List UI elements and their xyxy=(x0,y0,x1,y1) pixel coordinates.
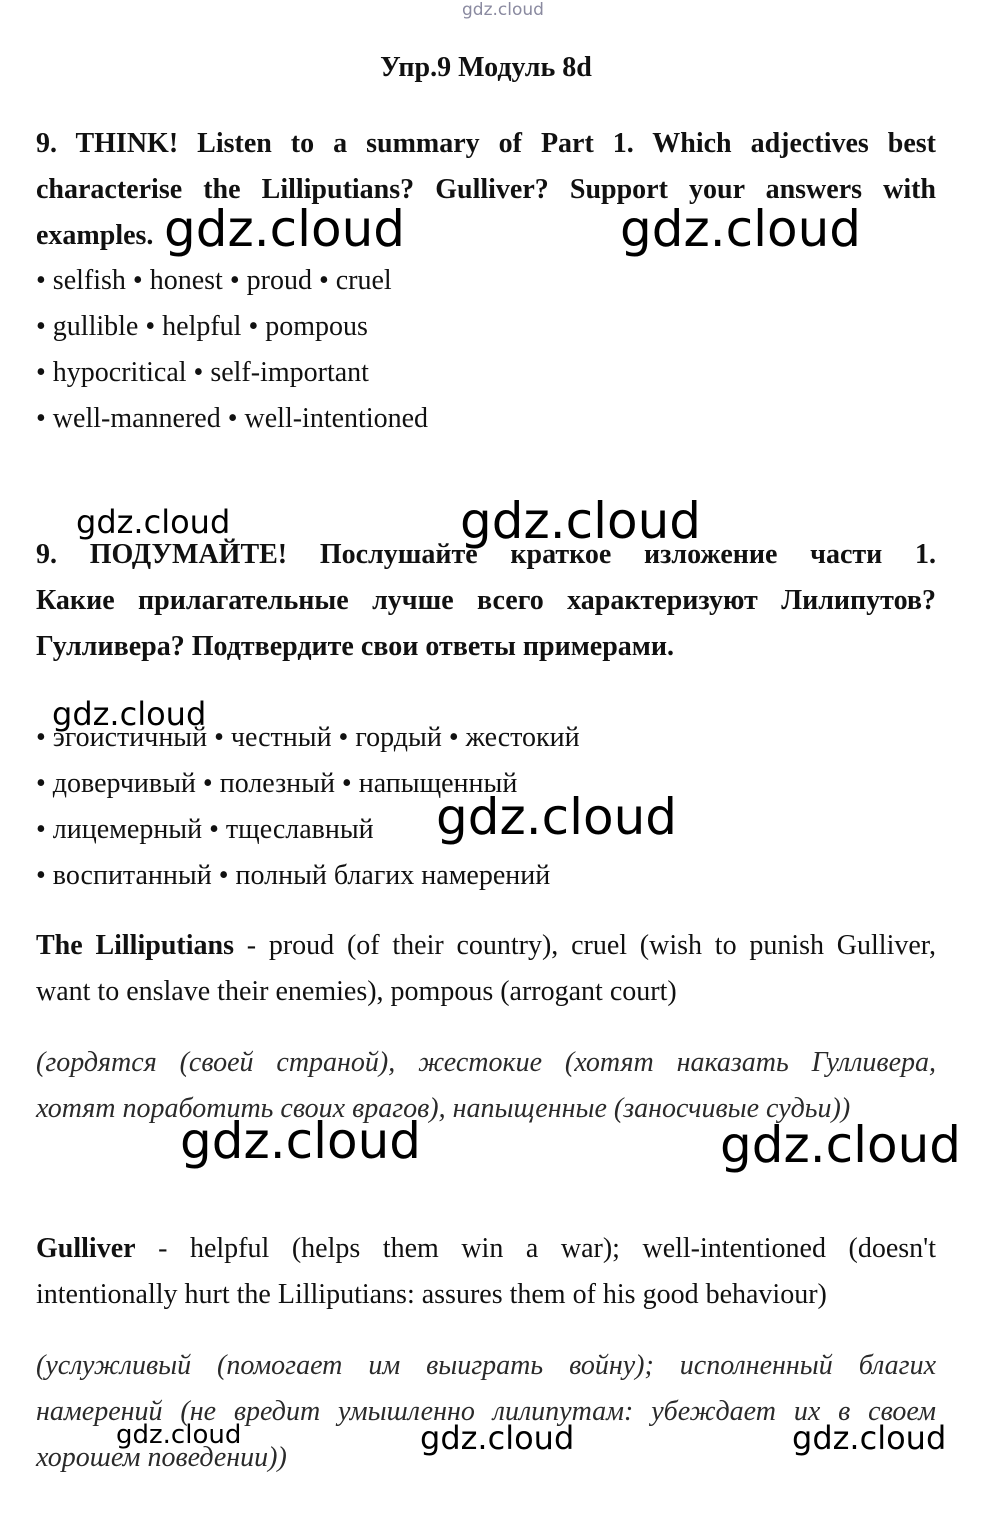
watermark: gdz.cloud xyxy=(52,695,207,733)
answer1-ru-line-2: хотят поработить своих врагов), напыщенные (заносчивые судьи)) xyxy=(36,1093,851,1124)
answer2-label: Gulliver xyxy=(36,1233,136,1264)
watermark: gdz.cloud xyxy=(460,492,702,550)
watermark-top: gdz.cloud xyxy=(462,0,544,20)
watermark: gdz.cloud xyxy=(116,1420,242,1450)
task-en-line-2: characterise the Lilliputians? Gulliver? Support your answers with xyxy=(36,174,936,205)
watermark: gdz.cloud xyxy=(792,1419,947,1457)
adjective-en-row: • hypocritical • self-important xyxy=(36,357,369,388)
answer2-text: - helpful (helps them win a war); well-intentioned (doesn't xyxy=(135,1233,936,1264)
answer2-line-1 xyxy=(36,1226,936,1272)
watermark: gdz.cloud xyxy=(180,1112,422,1170)
answer-gulliver xyxy=(36,1226,936,1318)
answer2-ru-line-3: хорошем поведении)) xyxy=(36,1442,287,1473)
answer2-ru-line-1: (услужливый (помогает им выиграть войну); исполненный благих xyxy=(36,1350,936,1381)
answer1-text: - proud (of their country), cruel (wish to punish Gulliver, xyxy=(233,930,936,961)
answer-gulliver-russian xyxy=(36,1343,936,1481)
task-en-line-3: examples. xyxy=(36,220,154,251)
answer1-ru-line-1: (гордятся (своей страной), жестокие (хотят наказать Гулливера, xyxy=(36,1047,936,1078)
answer1-line-2: want to enslave their enemies), pompous (arrogant court) xyxy=(36,976,677,1007)
page-title: Упр.9 Модуль 8d xyxy=(380,52,592,83)
task-ru-line-2: Какие прилагательные лучше всего характеризуют Лилипутов? xyxy=(36,585,936,616)
answer1-line-1 xyxy=(36,923,936,969)
adjective-en-row: • gullible • helpful • pompous xyxy=(36,311,368,342)
watermark: gdz.cloud xyxy=(436,788,678,846)
answer-lilliputians xyxy=(36,923,936,1015)
adjective-en-row: • selfish • honest • proud • cruel xyxy=(36,265,392,296)
watermark: gdz.cloud xyxy=(76,503,231,541)
task-ru-line-1: 9. ПОДУМАЙТЕ! Послушайте краткое изложение части 1. xyxy=(36,539,936,570)
adjective-ru-row: • лицемерный • тщеславный xyxy=(36,814,374,845)
adjective-ru-row: • воспитанный • полный благих намерений xyxy=(36,860,551,891)
task-russian xyxy=(36,532,936,670)
adjectives-english-list xyxy=(36,258,936,442)
answer2-line-2: intentionally hurt the Lilliputians: assures them of his good behaviour) xyxy=(36,1279,827,1310)
adjective-en-row: • well-mannered • well-intentioned xyxy=(36,403,429,434)
adjective-ru-row: • эгоистичный • честный • гордый • жестокий xyxy=(36,722,580,753)
watermark: gdz.cloud xyxy=(420,1419,575,1457)
watermark: gdz.cloud xyxy=(164,200,406,258)
adjective-ru-row: • доверчивый • полезный • напыщенный xyxy=(36,768,518,799)
watermark: gdz.cloud xyxy=(620,200,862,258)
answer2-ru-line-2: намерений (не вредит умышленно лилипутам: убеждает их в своем xyxy=(36,1396,936,1427)
task-ru-line-3: Гулливера? Подтвердите свои ответы примерами. xyxy=(36,631,674,662)
task-en-line-1: 9. THINK! Listen to a summary of Part 1. Which adjectives best xyxy=(36,128,936,159)
answer1-label: The Lilliputians xyxy=(36,930,234,961)
watermark: gdz.cloud xyxy=(720,1116,962,1174)
